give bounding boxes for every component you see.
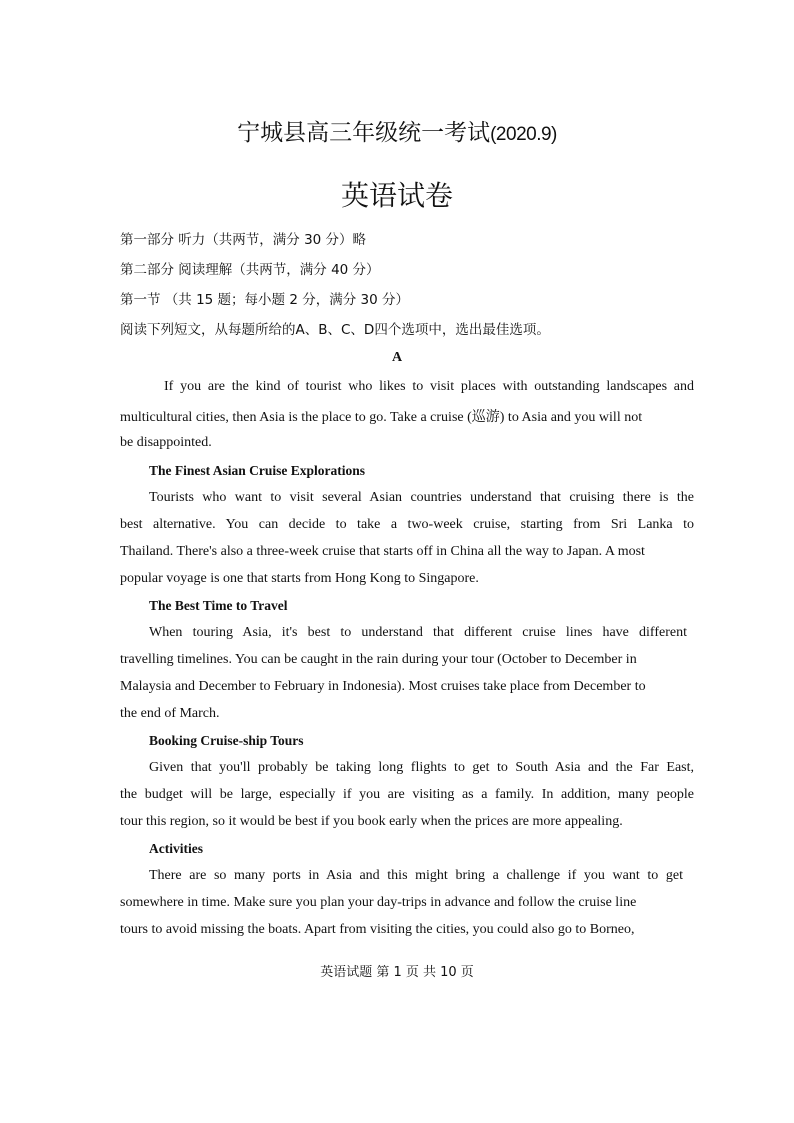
- section-sub-one: 第一节 （共 15 题；每小题 2 分，满分 30 分）: [120, 292, 409, 308]
- para4-line-3: tours to avoid missing the boats. Apart from visiting the cities, you could also go to Borneo,: [120, 922, 635, 937]
- passage-label: A: [391, 350, 403, 365]
- para1-line-2: best alternative. You can decide to take a two-week cruise, starting from Sri Lanka to: [120, 517, 694, 532]
- paper-subtitle: 英语试卷: [340, 179, 453, 212]
- section-part-one: 第一部分 听力（共两节，满分 30 分）略: [120, 232, 367, 248]
- para1-line-3: Thailand. There's also a three-week cruise that starts off in China all the way to Japan. A most: [120, 544, 645, 559]
- para4-line-1: There are so many ports in Asia and this might bring a challenge if you want to get: [149, 868, 683, 883]
- para3-line-3: tour this region, so it would be best if you book early when the prices are more appealing.: [120, 814, 623, 829]
- para3-line-1: Given that you'll probably be taking long flights to get to South Asia and the Far East,: [149, 760, 694, 775]
- page-footer: 英语试题 第 1 页 共 10 页: [320, 965, 474, 980]
- para3-line-2: the budget will be large, especially if you are visiting as a family. In addition, many people: [120, 787, 694, 802]
- exam-title-main: 宁城县高三年级统一考试: [237, 120, 491, 146]
- exam-title: [0, 114, 794, 147]
- heading-booking: Booking Cruise-ship Tours: [149, 733, 304, 748]
- para2-line-2: travelling timelines. You can be caught in the rain during your tour (October to December in: [120, 652, 637, 667]
- intro-line-2: multicultural cities, then Asia is the place to go. Take a cruise (巡游) to Asia and you will not: [120, 410, 643, 425]
- intro-line-3: be disappointed.: [120, 435, 212, 450]
- heading-cruise-explorations: The Finest Asian Cruise Explorations: [149, 463, 366, 478]
- para1-line-1: Tourists who want to visit several Asian countries understand that cruising there is the: [149, 490, 694, 505]
- para2-line-1: When touring Asia, it's best to understand that different cruise lines have different: [149, 625, 687, 640]
- para2-line-4: the end of March.: [120, 706, 220, 721]
- exam-date: (2020.9): [490, 124, 557, 145]
- intro-line-1: If you are the kind of tourist who likes to visit places with outstanding landscapes and: [164, 379, 694, 394]
- para2-line-3: Malaysia and December to February in Indonesia). Most cruises take place from December to: [120, 679, 646, 694]
- para4-line-2: somewhere in time. Make sure you plan your day-trips in advance and follow the cruise line: [120, 895, 637, 910]
- section-part-two: 第二部分 阅读理解（共两节，满分 40 分）: [120, 262, 380, 278]
- heading-best-time: The Best Time to Travel: [149, 598, 288, 613]
- section-instructions: 阅读下列短文，从每题所给的A、B、C、D四个选项中，选出最佳选项。: [120, 322, 550, 338]
- para1-line-4: popular voyage is one that starts from Hong Kong to Singapore.: [120, 571, 479, 586]
- heading-activities: Activities: [149, 841, 203, 856]
